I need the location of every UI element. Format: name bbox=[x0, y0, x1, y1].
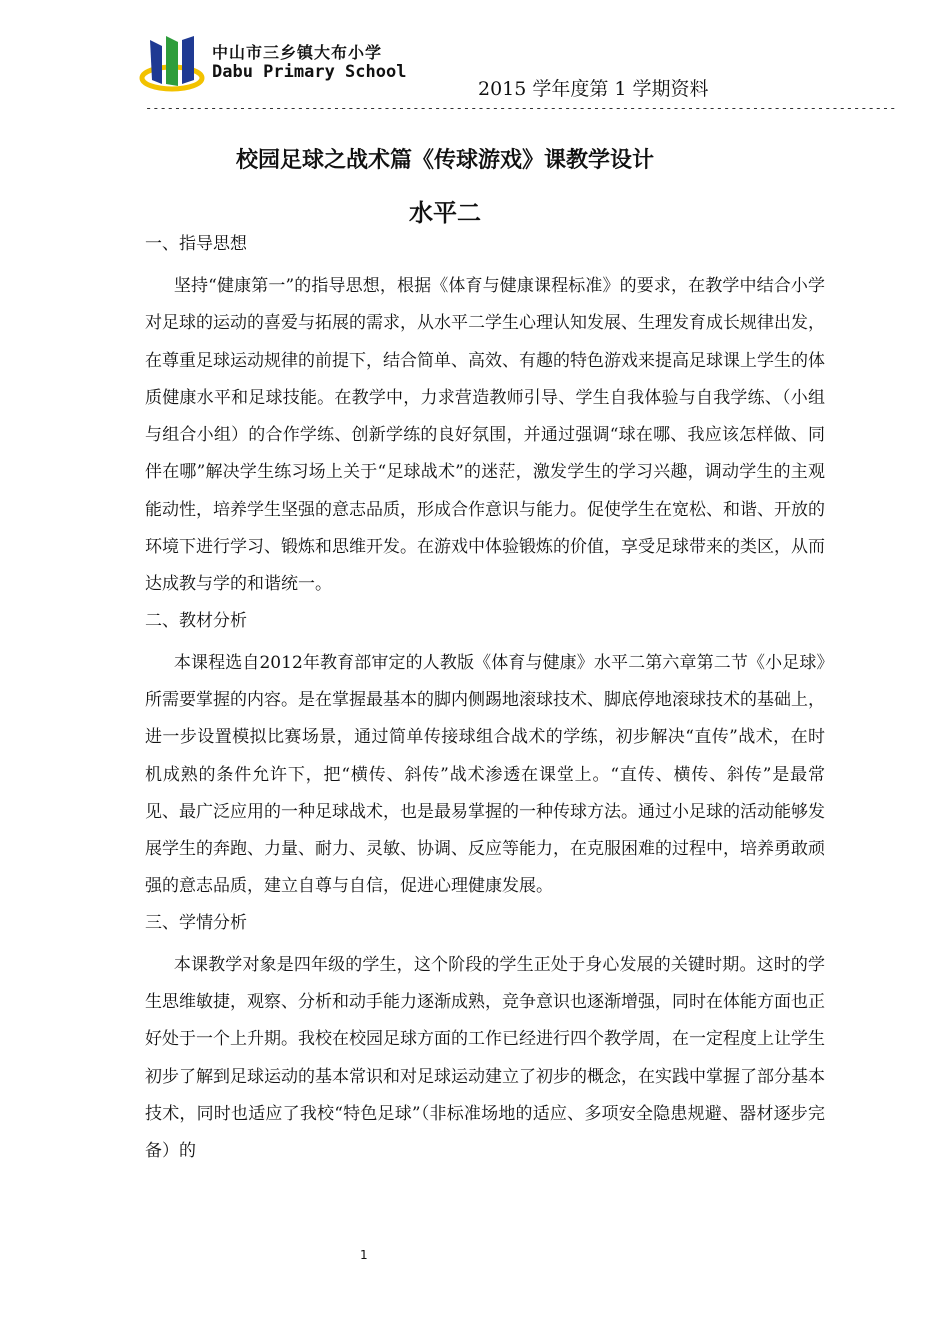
page-number: 1 bbox=[360, 1248, 368, 1262]
document-body bbox=[145, 233, 825, 1171]
logo-chinese-name: 中山市三乡镇大布小学 bbox=[212, 43, 383, 62]
logo-english-name: Dabu Primary School bbox=[212, 62, 407, 82]
section-paragraph-guiding: 坚持“健康第一”的指导思想，根据《体育与健康课程标准》的要求，在教学中结合小学对足球的运动的喜爱与拓展的需求，从水平二学生心理认知发展、生理发育成长规律出发，在尊重足球运动规律的前提下，结合简单、高效、有趣的特色游戏来提高足球课上学生的体质健康水平和足球技能。在教学中，力求营造教师引导、学生自我体验与自我学练、（小组与组合小组）的合作学练、创新学练的良好氛围，并通过强调“球在哪、我应该怎样做、同伴在哪”解决学生练习场上关于“足球战术”的迷茫，激发学生的学习兴趣，调动学生的主观能动性，培养学生坚强的意志品质，形成合作意识与能力。促使学生在宽松、和谐、开放的环境下进行学习、锻炼和思维开发。在游戏中体验锻炼的价值，享受足球带来的类区，从而达成教与学的和谐统一。 bbox=[145, 276, 825, 595]
section-paragraph-material: 本课程选自2012年教育部审定的人教版《体育与健康》水平二第六章第二节《小足球》所需要掌握的内容。是在掌握最基本的脚内侧踢地滚球技术、脚底停地滚球技术的基础上，进一步设置模拟比赛场景，通过简单传接球组合战术的学练，初步解决“直传”战术，在时机成熟的条件允许下，把“横传、斜传”战术渗透在课堂上。“直传、横传、斜传”是最常见、最广泛应用的一种足球战术，也是最易掌握的一种传球方法。通过小足球的活动能够发展学生的奔跑、力量、耐力、灵敏、协调、反应等能力，在克服困难的过程中，培养勇敢顽强的意志品质，建立自尊与自信，促进心理健康发展。 bbox=[145, 652, 825, 897]
section-heading-material: 二、教材分析 bbox=[145, 610, 247, 631]
section-paragraph-students: 本课教学对象是四年级的学生，这个阶段的学生正处于身心发展的关键时期。这时的学生思维敏捷，观察、分析和动手能力逐渐成熟，竞争意识也逐渐增强，同时在体能方面也正好处于一个上升期。我校在校园足球方面的工作已经进行四个教学周，在一定程度上让学生初步了解到足球运动的基本常识和对足球运动建立了初步的概念，在实践中掌握了部分基本技术，同时也适应了我校“特色足球”（非标准场地的适应、多项安全隐患规避、器材逐步完备）的 bbox=[145, 954, 825, 1162]
document-subtitle: 水平二 bbox=[409, 199, 481, 227]
page-header bbox=[0, 0, 950, 125]
document-title: 校园足球之战术篇《传球游戏》课教学设计 bbox=[235, 148, 654, 173]
section-heading-guiding: 一、指导思想 bbox=[145, 234, 247, 254]
header-divider: -------------------------------------------------------------------------------------------------------- bbox=[145, 101, 897, 115]
school-logo bbox=[140, 32, 412, 94]
term-label: 2015 学年度第 1 学期资料 bbox=[478, 78, 709, 100]
school-emblem-icon bbox=[140, 32, 210, 94]
section-heading-students: 三、学情分析 bbox=[145, 912, 247, 933]
